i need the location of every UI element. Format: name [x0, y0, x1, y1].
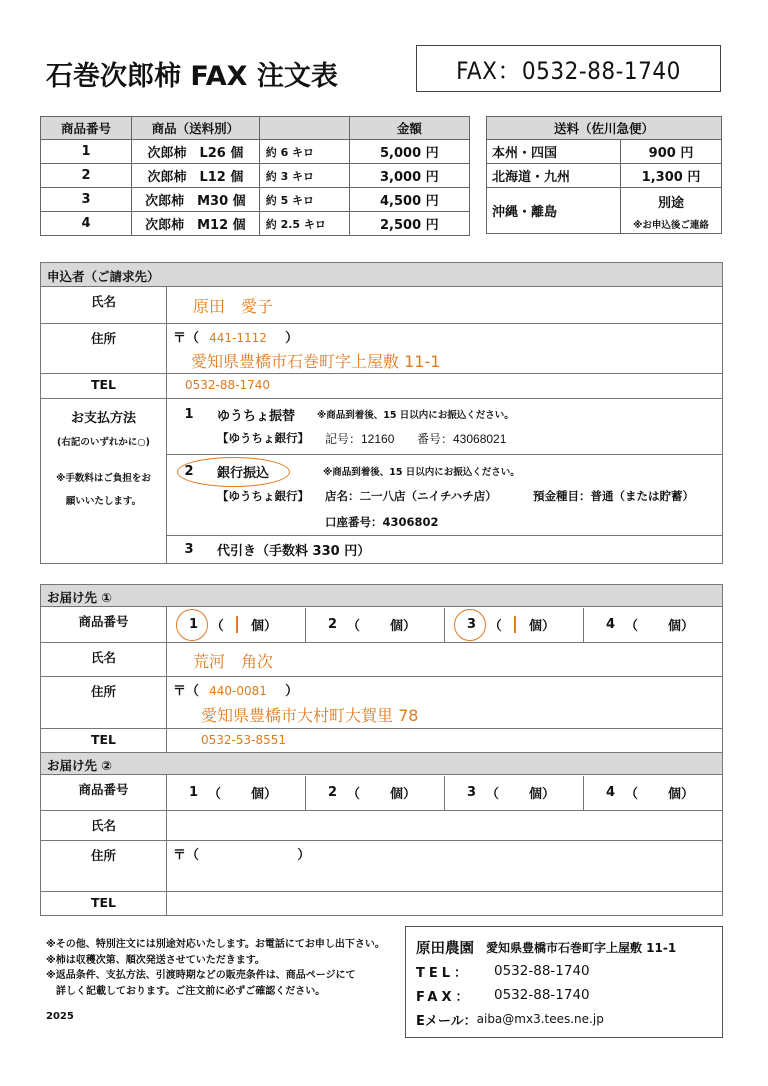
product-price: 4,500 円	[349, 188, 469, 212]
payment-options	[167, 399, 723, 564]
postal-close: ）	[285, 684, 299, 699]
qty-open-paren: （	[347, 787, 361, 802]
table-row	[487, 188, 722, 234]
payment-detail: 預金種目：普通（または貯蓄）	[533, 489, 694, 503]
shipping-header: 送料（佐川急便）	[487, 117, 722, 140]
qty-item-3[interactable]	[444, 776, 583, 810]
product-weight: 約 3 キロ	[259, 164, 349, 188]
delivery-1-title: お届け先 ①	[41, 585, 723, 607]
postal-mark: 〒（	[173, 331, 200, 346]
qty-item-1[interactable]	[167, 776, 305, 810]
payment-option-name: 銀行振込	[217, 465, 270, 481]
applicant-section	[40, 262, 723, 564]
selected-circle-icon	[177, 457, 290, 487]
footer-note: 詳しく記載しております。ご注文前に必ずご確認ください。	[46, 985, 326, 997]
product-no: 1	[41, 140, 132, 164]
applicant-address-field[interactable]	[167, 324, 723, 374]
delivery-2-name-field[interactable]	[167, 811, 723, 841]
applicant-address-value: 愛知県豊橋市石巻町字上屋敷 11-1	[191, 352, 441, 371]
selected-circle-icon	[176, 609, 208, 641]
shipping-note: ※お申込後ご連絡	[633, 220, 709, 231]
payment-option-name: 代引き（手数料 330 円）	[217, 544, 371, 559]
delivery-1-product-label: 商品番号	[41, 607, 167, 643]
shipping-fee: 900 円	[621, 140, 722, 164]
delivery-1-name-label: 氏名	[41, 643, 167, 677]
applicant-postal-code: 441-1112	[209, 331, 267, 345]
applicant-tel-label: TEL	[41, 374, 167, 399]
qty-unit: 個）	[389, 619, 416, 634]
product-name: 次郎柿 L12 個	[132, 164, 260, 188]
delivery-2-tel-field[interactable]	[167, 892, 723, 916]
product-no: 4	[41, 212, 132, 236]
qty-open-paren: （	[488, 619, 502, 634]
applicant-tel-value: 0532-88-1740	[185, 378, 271, 392]
farm-email[interactable]: aiba@mx3.tees.ne.jp	[476, 1012, 604, 1026]
delivery-1-name-field[interactable]	[167, 643, 723, 677]
qty-value	[236, 616, 238, 633]
farm-email-label: Eメール：	[416, 1013, 477, 1029]
applicant-section-title: 申込者（ご請求先）	[41, 263, 723, 287]
qty-item-2[interactable]	[305, 776, 444, 810]
product-name: 次郎柿 M12 個	[132, 212, 260, 236]
product-table-header	[41, 117, 470, 140]
payment-detail: 記号：12160	[325, 431, 395, 446]
product-weight: 約 6 キロ	[259, 140, 349, 164]
delivery-1-tel-label: TEL	[41, 729, 167, 753]
product-weight: 約 2.5 キロ	[259, 212, 349, 236]
payment-bank: 【ゆうちょ銀行】	[217, 489, 309, 503]
farm-tel-label: TEL：	[416, 965, 472, 981]
qty-item-4[interactable]	[583, 608, 722, 642]
table-row	[41, 212, 470, 236]
footer-note: ※返品条件、支払方法、引渡時期などの販売条件は、商品ページにて	[46, 970, 356, 981]
header-weight	[259, 117, 349, 140]
payment-label-note1: ※手数料はご負担をお	[56, 473, 151, 484]
delivery-1-tel-field[interactable]	[167, 729, 723, 753]
header-product-no: 商品番号	[41, 117, 132, 140]
delivery-1-address-value: 愛知県豊橋市大村町大賀里 78	[201, 706, 419, 725]
postal-close: ）	[285, 331, 299, 346]
page-title: 石巻次郎柿 FAX 注文表	[46, 61, 338, 92]
payment-option-number: 1	[184, 406, 194, 422]
farm-address: 愛知県豊橋市石巻町字上屋敷 11-1	[486, 940, 677, 955]
footer-notes	[46, 937, 385, 999]
applicant-name-value: 原田 愛子	[193, 297, 274, 316]
farm-tel: 0532-88-1740	[494, 963, 590, 979]
qty-item-number: 2	[328, 785, 338, 800]
payment-label-sub: (右記のいずれかに○)	[57, 437, 150, 448]
postal-close: ）	[297, 848, 311, 863]
table-row	[487, 140, 722, 164]
payment-option-number: 3	[184, 542, 194, 557]
shipping-region: 本州・四国	[487, 140, 621, 164]
applicant-name-field[interactable]	[167, 287, 723, 324]
footer-note: ※その他、特別注文には別途対応いたします。お電話にてお申し出下さい。	[46, 939, 385, 950]
qty-unit: 個）	[528, 619, 555, 634]
qty-item-3[interactable]	[444, 608, 583, 642]
product-price: 5,000 円	[349, 140, 469, 164]
qty-item-number: 1	[189, 785, 199, 800]
product-name: 次郎柿 L26 個	[132, 140, 260, 164]
shipping-region: 北海道・九州	[487, 164, 621, 188]
delivery-2-quantities	[167, 775, 723, 811]
applicant-tel-field[interactable]	[167, 374, 723, 399]
qty-unit: 個）	[667, 787, 694, 802]
qty-unit: 個）	[667, 619, 694, 634]
footer-note: ※柿は収穫次第、順次発送させていただきます。	[46, 954, 265, 966]
payment-detail: 店名：二一八店（ニイチハチ店）	[325, 489, 497, 503]
qty-item-number: 2	[328, 617, 338, 632]
header-price: 金額	[349, 117, 469, 140]
qty-item-number: 3	[467, 785, 477, 800]
payment-option-name: ゆうちょ振替	[217, 408, 296, 424]
qty-open-paren: （	[347, 619, 361, 634]
payment-option-1[interactable]	[167, 399, 722, 455]
farm-fax-label: FAX：	[416, 989, 473, 1005]
payment-option-2[interactable]	[167, 455, 722, 536]
table-row	[41, 140, 470, 164]
qty-item-2[interactable]	[305, 608, 444, 642]
delivery-2-product-label: 商品番号	[41, 775, 167, 811]
delivery-1-postal-code: 440-0081	[209, 684, 267, 698]
applicant-postal-row	[167, 324, 722, 346]
qty-item-number: 4	[606, 785, 616, 800]
footer-year: 2025	[46, 1011, 74, 1022]
product-weight: 約 5 キロ	[259, 188, 349, 212]
qty-item-1[interactable]	[167, 608, 305, 642]
product-name: 次郎柿 M30 個	[132, 188, 260, 212]
applicant-name-label: 氏名	[41, 287, 167, 324]
qty-unit: 個）	[250, 619, 277, 634]
shipping-table	[486, 116, 722, 234]
payment-option-note: ※商品到着後、15 日以内にお振込ください。	[323, 467, 520, 478]
table-row	[41, 188, 470, 212]
delivery-2-name-label: 氏名	[41, 811, 167, 841]
product-no: 2	[41, 164, 132, 188]
delivery-2-title: お届け先 ②	[41, 753, 723, 775]
qty-unit: 個）	[528, 787, 555, 802]
table-row	[487, 164, 722, 188]
header-product-name: 商品（送料別）	[132, 117, 260, 140]
farm-fax: 0532-88-1740	[494, 987, 590, 1003]
farm-contact-box	[405, 926, 723, 1038]
qty-unit: 個）	[250, 787, 277, 802]
product-price: 3,000 円	[349, 164, 469, 188]
table-row	[41, 164, 470, 188]
product-no: 3	[41, 188, 132, 212]
selected-circle-icon	[454, 609, 486, 641]
delivery-1-quantities	[167, 607, 723, 643]
qty-value	[514, 616, 516, 633]
payment-label: お支払方法	[70, 411, 136, 426]
shipping-fee: 別途	[657, 196, 684, 211]
qty-open-paren: （	[208, 787, 222, 802]
qty-item-number: 3	[467, 617, 477, 632]
payment-option-number: 2	[184, 463, 194, 479]
qty-unit: 個）	[389, 787, 416, 802]
qty-open-paren: （	[625, 787, 639, 802]
qty-open-paren: （	[625, 619, 639, 634]
shipping-fee-cell	[621, 188, 722, 234]
shipping-region: 沖縄・離島	[487, 188, 621, 234]
delivery-1-address-field[interactable]	[167, 677, 723, 729]
delivery-2-tel-label: TEL	[41, 892, 167, 916]
delivery-2-address-field[interactable]	[167, 841, 723, 892]
shipping-fee: 1,300 円	[621, 164, 722, 188]
applicant-address-label: 住所	[41, 324, 167, 374]
product-price: 2,500 円	[349, 212, 469, 236]
postal-mark: 〒（	[173, 684, 200, 699]
qty-item-number: 1	[189, 617, 199, 632]
payment-option-3[interactable]	[167, 536, 722, 563]
product-table	[40, 116, 470, 236]
qty-open-paren: （	[210, 619, 224, 634]
payment-detail: 口座番号：4306802	[325, 515, 439, 529]
delivery-1-name-value: 荒河 角次	[193, 652, 274, 671]
fax-number-box: FAX：0532-88-1740	[416, 45, 721, 92]
payment-option-note: ※商品到着後、15 日以内にお振込ください。	[317, 410, 514, 421]
payment-detail: 番号：43068021	[417, 431, 507, 446]
farm-name: 原田農園	[416, 940, 474, 957]
payment-bank: 【ゆうちょ銀行】	[217, 431, 309, 445]
postal-mark: 〒（	[173, 848, 200, 863]
qty-open-paren: （	[486, 787, 500, 802]
payment-label-note2: 願いいたします。	[65, 496, 142, 507]
delivery-1-tel-value: 0532-53-8551	[201, 733, 287, 747]
qty-item-number: 4	[606, 617, 616, 632]
delivery-2-address-label: 住所	[41, 841, 167, 892]
delivery-1-address-label: 住所	[41, 677, 167, 729]
payment-label-cell	[41, 399, 167, 564]
delivery-1-section	[40, 584, 723, 916]
qty-item-4[interactable]	[583, 776, 722, 810]
